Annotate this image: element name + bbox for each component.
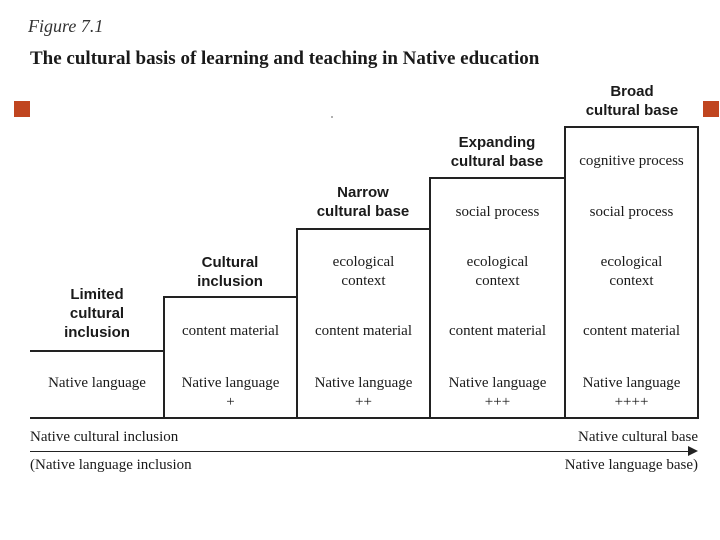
slide-accent-right — [703, 101, 719, 117]
cell-content-col3: content material — [314, 323, 413, 339]
slide-accent-left — [14, 101, 30, 117]
axis-right-top: Native cultural base — [578, 429, 698, 445]
cell-ecological-col3: ecological context — [332, 254, 395, 289]
header-expanding-base: Expanding cultural base — [450, 134, 544, 170]
divider-5 — [697, 126, 699, 418]
step-top-col5 — [564, 126, 698, 128]
figure-title: The cultural basis of learning and teaching in Native education — [30, 48, 540, 69]
cell-language-col2: Native language + — [181, 375, 280, 410]
cell-ecological-col4: ecological context — [466, 254, 529, 289]
header-limited-inclusion: Limited cultural inclusion — [64, 286, 130, 341]
cell-language-col1: Native language — [48, 375, 146, 391]
axis-left-bottom: (Native language inclusion — [30, 457, 192, 473]
step-top-col4 — [429, 177, 566, 179]
cell-cognitive-col5: cognitive process — [579, 153, 684, 169]
header-broad-base: Broad cultural base — [585, 83, 679, 119]
cell-ecological-col5: ecological context — [600, 254, 663, 289]
cell-content-col2: content material — [181, 323, 280, 339]
figure-label: Figure 7.1 — [28, 16, 104, 36]
cell-language-col3: Native language ++ — [314, 375, 413, 410]
header-narrow-base: Narrow cultural base — [316, 184, 410, 220]
cell-language-col5: Native language ++++ — [582, 375, 681, 410]
stray-dot — [331, 116, 333, 118]
cell-content-col5: content material — [582, 323, 681, 339]
base-line — [30, 417, 699, 419]
cell-content-col4: content material — [448, 323, 547, 339]
cell-language-col4: Native language +++ — [448, 375, 547, 410]
arrowhead-icon — [688, 446, 698, 456]
step-top-col1 — [30, 350, 164, 352]
header-cultural-inclusion: Cultural inclusion — [197, 254, 263, 290]
axis-arrow-line — [30, 451, 690, 452]
step-top-col2 — [163, 296, 298, 298]
cell-social-col5: social process — [589, 204, 674, 220]
step-top-col3 — [296, 228, 430, 230]
cell-social-col4: social process — [455, 204, 540, 220]
axis-left-top: Native cultural inclusion — [30, 429, 179, 445]
axis-right-bottom: Native language base) — [564, 457, 698, 473]
